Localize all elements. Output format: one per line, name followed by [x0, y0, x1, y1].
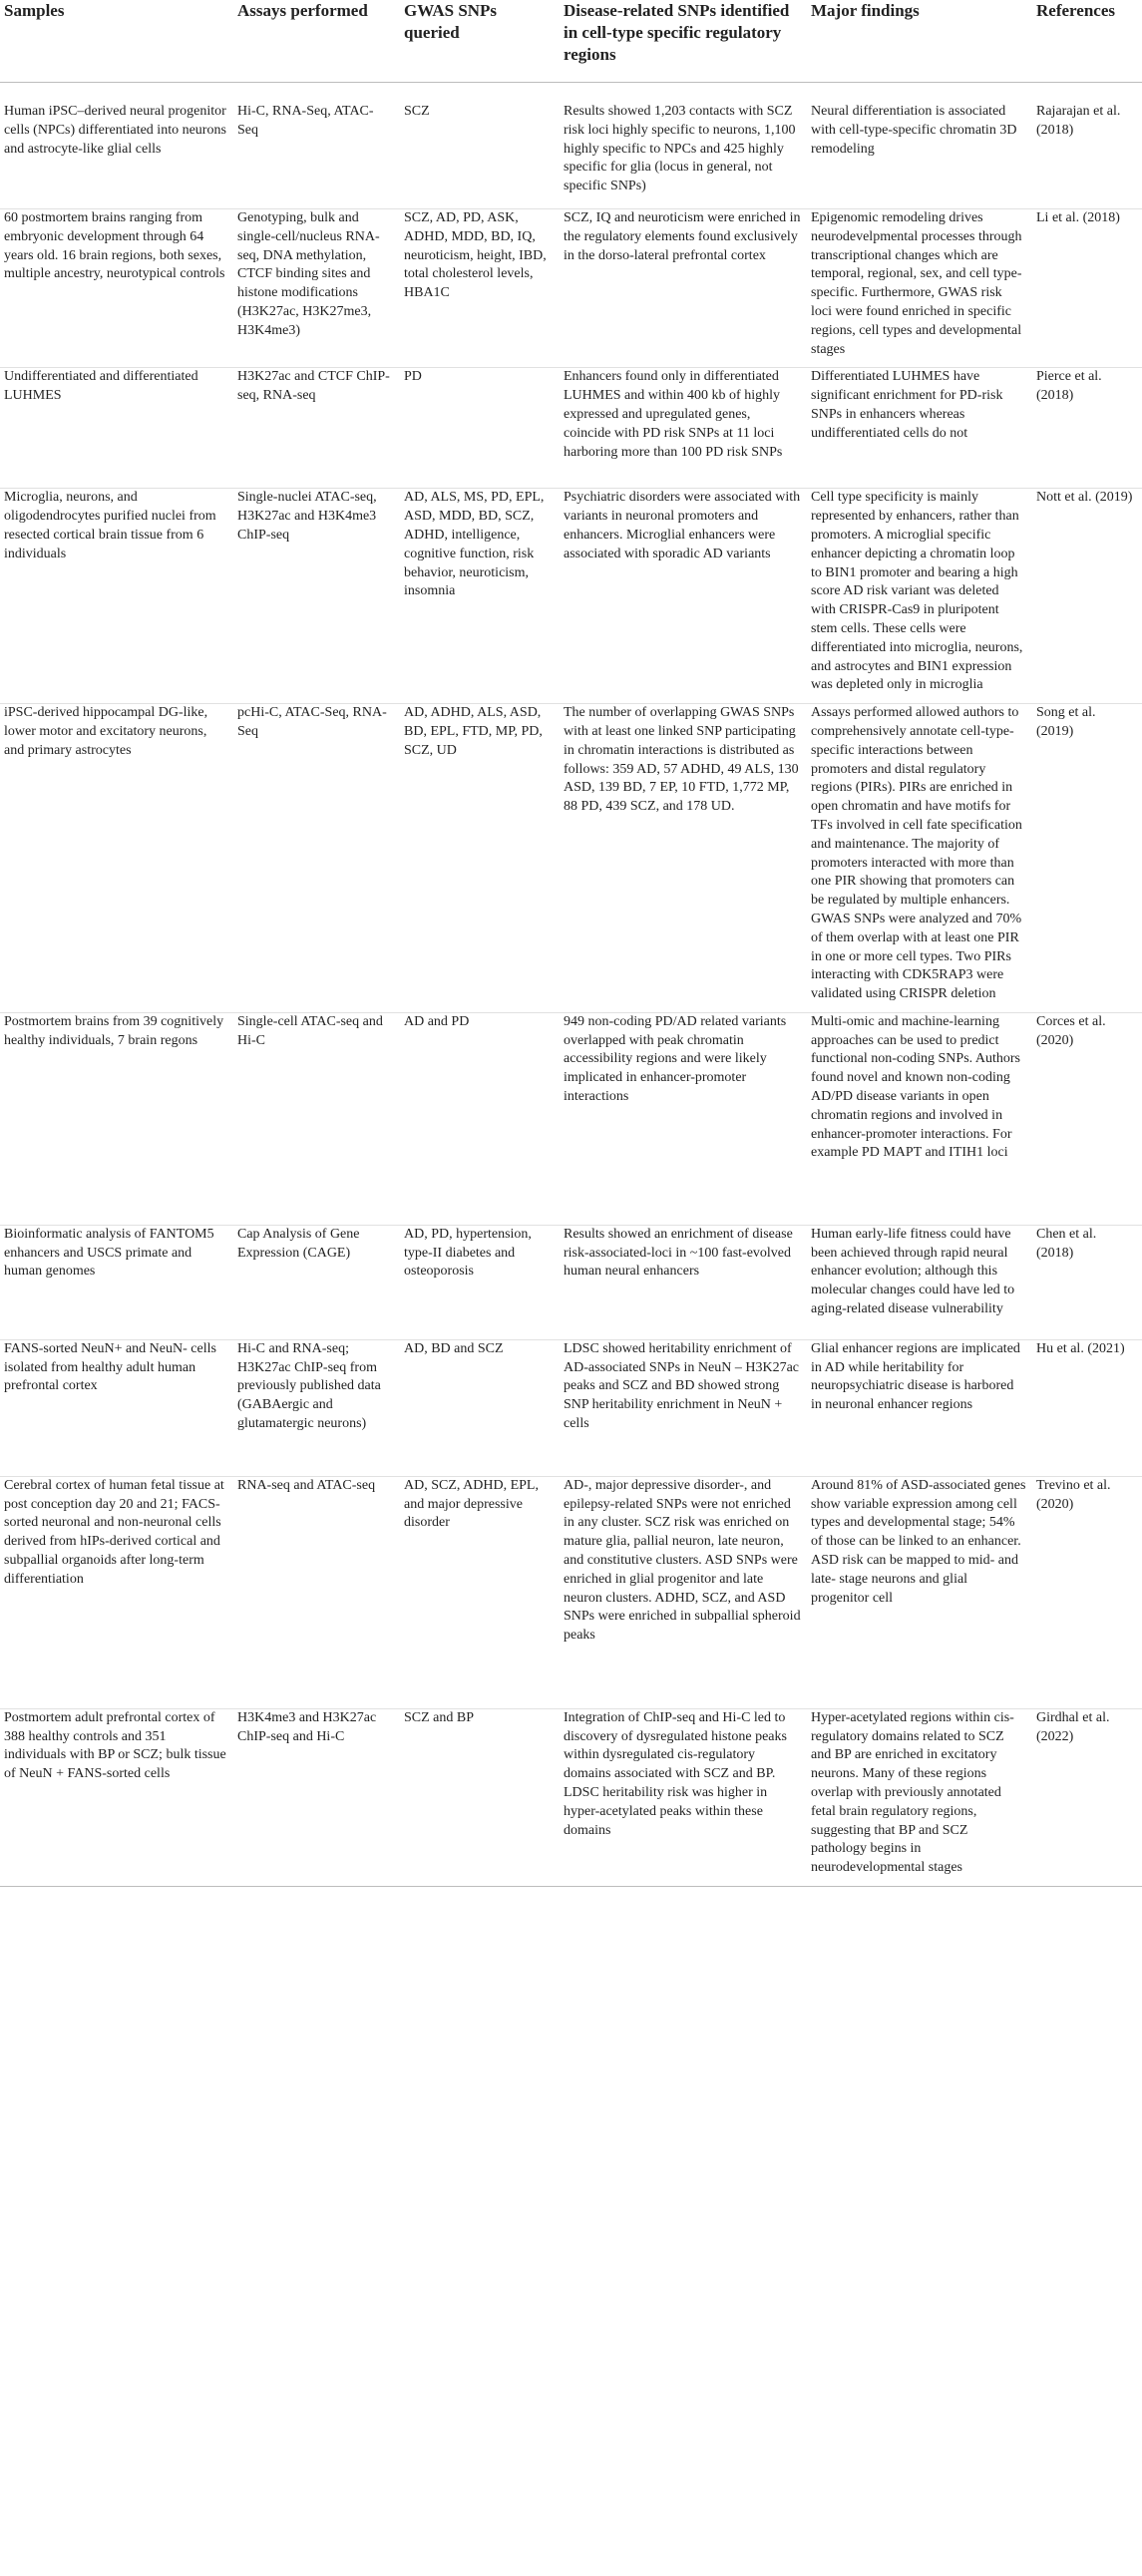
cell-reference: Song et al. (2019) [1032, 704, 1142, 1013]
cell-samples: Human iPSC–derived neural progenitor cells (NPCs) differentiated into neurons and astrocyte-like glial cells [0, 83, 233, 209]
cell-findings: Around 81% of ASD-associated genes show variable expression among cell types and developmental stage; 54% of those can be linked to an enhancer. ASD risk can be mapped to mid- and late- stage neurons and glial progenitor cell [807, 1476, 1032, 1708]
cell-findings: Differentiated LUHMES have significant enrichment for PD-risk SNPs in enhancers whereas undifferentiated cells do not [807, 368, 1032, 489]
header-disease-snps: Disease-related SNPs identified in cell-type specific regulatory regions [560, 0, 807, 83]
cell-gwas: AD, ALS, MS, PD, EPL, ASD, MDD, BD, SCZ, ADHD, intelligence, cognitive function, risk behavior, neuroticism, insomnia [400, 489, 560, 704]
cell-gwas: AD, PD, hypertension, type-II diabetes and osteoporosis [400, 1225, 560, 1339]
cell-gwas: AD, ADHD, ALS, ASD, BD, EPL, FTD, MP, PD, SCZ, UD [400, 704, 560, 1013]
cell-assays: Single-nuclei ATAC-seq, H3K27ac and H3K4me3 ChIP-seq [233, 489, 400, 704]
table-row [0, 1708, 1142, 1886]
cell-reference: Corces et al. (2020) [1032, 1012, 1142, 1225]
cell-findings: Epigenomic remodeling drives neurodevelpmental processes through transcriptional changes which are temporal, regional, sex, and cell type-specific. Furthermore, GWAS risk loci were found enriched in specific regions, cell types and developmental stages [807, 209, 1032, 368]
cell-disease-snps: AD-, major depressive disorder-, and epilepsy-related SNPs were not enriched in any cluster. SCZ risk was enriched on mature glia, pallial neuron, late neuron, and constitutive clusters. ASD SNPs were enriched in glial progenitor and late neuron clusters. ADHD, SCZ, and ASD SNPs were enriched in subpallial spheroid peaks [560, 1476, 807, 1708]
cell-samples: Undifferentiated and differentiated LUHMES [0, 368, 233, 489]
cell-gwas: AD and PD [400, 1012, 560, 1225]
cell-samples: iPSC-derived hippocampal DG-like, lower motor and excitatory neurons, and primary astrocytes [0, 704, 233, 1013]
cell-findings: Human early-life fitness could have been achieved through rapid neural enhancer evolution; although this molecular changes could have led to aging-related disease vulnerability [807, 1225, 1032, 1339]
cell-findings: Glial enhancer regions are implicated in AD while heritability for neuropsychiatric disease is harbored in neuronal enhancer regions [807, 1339, 1032, 1476]
cell-samples: FANS-sorted NeuN+ and NeuN- cells isolated from healthy adult human prefrontal cortex [0, 1339, 233, 1476]
cell-reference: Nott et al. (2019) [1032, 489, 1142, 704]
cell-findings: Neural differentiation is associated with cell-type-specific chromatin 3D remodeling [807, 83, 1032, 209]
cell-samples: 60 postmortem brains ranging from embryonic development through 64 years old. 16 brain regions, both sexes, multiple ancestry, neurotypical controls [0, 209, 233, 368]
cell-disease-snps: LDSC showed heritability enrichment of AD-associated SNPs in NeuN – H3K27ac peaks and SCZ and BD showed strong SNP heritability enrichment in NeuN + cells [560, 1339, 807, 1476]
cell-assays: H3K27ac and CTCF ChIP-seq, RNA-seq [233, 368, 400, 489]
cell-assays: H3K4me3 and H3K27ac ChIP-seq and Hi-C [233, 1708, 400, 1886]
cell-samples: Microglia, neurons, and oligodendrocytes purified nuclei from resected cortical brain tissue from 6 individuals [0, 489, 233, 704]
cell-gwas: SCZ, AD, PD, ASK, ADHD, MDD, BD, IQ, neuroticism, height, IBD, total cholesterol levels, HBA1C [400, 209, 560, 368]
header-references: References [1032, 0, 1142, 83]
table-row [0, 1476, 1142, 1708]
table-row [0, 1012, 1142, 1225]
table-row [0, 1225, 1142, 1339]
cell-reference: Chen et al. (2018) [1032, 1225, 1142, 1339]
cell-reference: Hu et al. (2021) [1032, 1339, 1142, 1476]
cell-gwas: AD, BD and SCZ [400, 1339, 560, 1476]
cell-disease-snps: 949 non-coding PD/AD related variants overlapped with peak chromatin accessibility regions and were likely implicated in enhancer-promoter interactions [560, 1012, 807, 1225]
cell-assays: RNA-seq and ATAC-seq [233, 1476, 400, 1708]
cell-gwas: SCZ [400, 83, 560, 209]
header-row [0, 0, 1142, 83]
table-row [0, 83, 1142, 209]
cell-samples: Cerebral cortex of human fetal tissue at post conception day 20 and 21; FACS-sorted neuronal and non-neuronal cells derived from hIPs-derived cortical and subpallial organoids after long-term differentiation [0, 1476, 233, 1708]
cell-reference: Pierce et al. (2018) [1032, 368, 1142, 489]
cell-disease-snps: The number of overlapping GWAS SNPs with at least one linked SNP participating in chromatin interactions is distributed as follows: 359 AD, 57 ADHD, 49 ALS, 130 ASD, 139 BD, 7 EP, 10 FTD, 1,772 MP, 88 PD, 439 SCZ, and 178 UD. [560, 704, 807, 1013]
cell-disease-snps: Integration of ChIP-seq and Hi-C led to discovery of dysregulated histone peaks within dysregulated cis-regulatory domains associated with SCZ and BP. LDSC heritability risk was higher in hyper-acetylated peaks within these domains [560, 1708, 807, 1886]
cell-assays: Cap Analysis of Gene Expression (CAGE) [233, 1225, 400, 1339]
table-row [0, 704, 1142, 1013]
cell-assays: Single-cell ATAC-seq and Hi-C [233, 1012, 400, 1225]
cell-disease-snps: Enhancers found only in differentiated LUHMES and within 400 kb of highly expressed and upregulated genes, coincide with PD risk SNPs at 11 loci harboring more than 100 PD risk SNPs [560, 368, 807, 489]
cell-samples: Bioinformatic analysis of FANTOM5 enhancers and USCS primate and human genomes [0, 1225, 233, 1339]
cell-gwas: AD, SCZ, ADHD, EPL, and major depressive disorder [400, 1476, 560, 1708]
table-row [0, 209, 1142, 368]
cell-reference: Trevino et al. (2020) [1032, 1476, 1142, 1708]
header-gwas-snps: GWAS SNPs queried [400, 0, 560, 83]
cell-gwas: SCZ and BP [400, 1708, 560, 1886]
cell-findings: Hyper-acetylated regions within cis-regulatory domains related to SCZ and BP are enriched in excitatory neurons. Many of these regions overlap with previously annotated fetal brain regulatory regions, suggesting that BP and SCZ pathology begins in neurodevelopmental stages [807, 1708, 1032, 1886]
cell-reference: Li et al. (2018) [1032, 209, 1142, 368]
header-major-findings: Major findings [807, 0, 1032, 83]
header-samples: Samples [0, 0, 233, 83]
cell-findings: Assays performed allowed authors to comprehensively annotate cell-type-specific interactions between promoters and distal regulatory regions (PIRs). PIRs are enriched in open chromatin and have motifs for TFs involved in cell fate specification and maintenance. The majority of promoters interacted with more than one PIR showing that promoters can be regulated by multiple enhancers. GWAS SNPs were analyzed and 70% of them overlap with at least one PIR in one or more cell types. Two PIRs interacting with CDK5RAP3 were validated using CRISPR deletion [807, 704, 1032, 1013]
cell-disease-snps: SCZ, IQ and neuroticism were enriched in the regulatory elements found exclusively in the dorso-lateral prefrontal cortex [560, 209, 807, 368]
cell-assays: Hi-C and RNA-seq; H3K27ac ChIP-seq from previously published data (GABAergic and glutamatergic neurons) [233, 1339, 400, 1476]
cell-disease-snps: Results showed an enrichment of disease risk-associated-loci in ~100 fast-evolved human neural enhancers [560, 1225, 807, 1339]
cell-assays: pcHi-C, ATAC-Seq, RNA-Seq [233, 704, 400, 1013]
cell-gwas: PD [400, 368, 560, 489]
cell-samples: Postmortem brains from 39 cognitively healthy individuals, 7 brain regons [0, 1012, 233, 1225]
cell-assays: Genotyping, bulk and single-cell/nucleus RNA-seq, DNA methylation, CTCF binding sites and histone modifications (H3K27ac, H3K27me3, H3K4me3) [233, 209, 400, 368]
cell-assays: Hi-C, RNA-Seq, ATAC-Seq [233, 83, 400, 209]
cell-disease-snps: Results showed 1,203 contacts with SCZ risk loci highly specific to neurons, 1,100 highly specific to NPCs and 425 highly specific for glia (locus in general, not specific SNPs) [560, 83, 807, 209]
table-row [0, 1339, 1142, 1476]
cell-findings: Multi-omic and machine-learning approaches can be used to predict functional non-coding SNPs. Authors found novel and known non-coding AD/PD disease variants in open chromatin regions and involved in enhancer-promoter interactions. For example PD MAPT and ITIH1 loci [807, 1012, 1032, 1225]
cell-samples: Postmortem adult prefrontal cortex of 388 healthy controls and 351 individuals with BP or SCZ; bulk tissue of NeuN + FANS-sorted cells [0, 1708, 233, 1886]
cell-findings: Cell type specificity is mainly represented by enhancers, rather than promoters. A microglial specific enhancer depicting a chromatin loop to BIN1 promoter and bearing a high score AD risk variant was deleted with CRISPR-Cas9 in pluripotent stem cells. These cells were differentiated into microglia, neurons, and astrocytes and BIN1 expression was depleted only in microglia [807, 489, 1032, 704]
cell-disease-snps: Psychiatric disorders were associated with variants in neuronal promoters and enhancers. Microglial enhancers were associated with sporadic AD variants [560, 489, 807, 704]
cell-reference: Girdhal et al. (2022) [1032, 1708, 1142, 1886]
table-row [0, 368, 1142, 489]
header-assays: Assays performed [233, 0, 400, 83]
table-row [0, 489, 1142, 704]
cell-reference: Rajarajan et al. (2018) [1032, 83, 1142, 209]
